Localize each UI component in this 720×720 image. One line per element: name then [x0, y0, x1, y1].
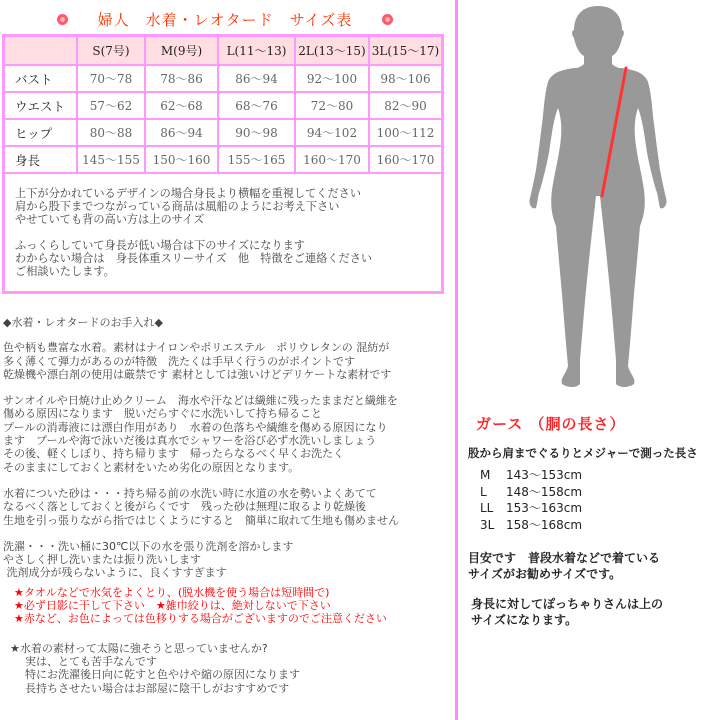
care-instructions: [3, 316, 453, 695]
care-line: 生地を引っ張りながら指ではじくようにすると 簡単に取れて生地も傷めません: [3, 513, 399, 527]
table-cell: 68〜76: [218, 92, 295, 119]
care-line: 色や柄も豊富な水着。素材はナイロンやポリエステル ポリウレタンの 混紡が: [3, 341, 390, 355]
care-line: サンオイルや日焼け止めクリーム 海水や汗などは繊維に残ったままだと繊維を: [3, 394, 398, 408]
row-label: バスト: [5, 65, 77, 92]
table-row-height: [5, 146, 441, 173]
note-line: ご相談いたします。: [15, 265, 115, 278]
girth-row-l: [480, 484, 582, 501]
header-cell-empty: [5, 37, 77, 65]
row-label: ウエスト: [5, 92, 77, 119]
table-cell: 94〜102: [295, 119, 369, 146]
care-line: そのままにしておくと素材をいため劣化の原因となります。: [3, 460, 300, 474]
care-line: その後、軽くしぼり、持ち帰ります 帰ったらなるべく早くお洗たく: [3, 447, 344, 461]
header-cell-2l: 2L(13〜15): [295, 37, 369, 65]
girth-size: LL: [480, 501, 494, 515]
table-cell: 62〜68: [145, 92, 218, 119]
girth-row-3l: [480, 517, 582, 534]
note-line: 身長に対してぽっちゃりさんは上の: [471, 597, 664, 611]
care-line: 乾燥機や漂白剤の使用は厳禁です 素材としては強いけどデリケートな素材です: [3, 367, 392, 381]
girth-row-m: [480, 467, 582, 484]
table-cell: 82〜90: [369, 92, 441, 119]
table-cell: 90〜98: [218, 119, 295, 146]
girth-row-ll: [480, 500, 582, 517]
table-cell: 86〜94: [218, 65, 295, 92]
girth-note-recommend: [468, 550, 660, 582]
table-header-row: [5, 37, 441, 65]
care-line: なるべく落としておくと後がらくです 残った砂は無理に取るより乾燥後: [3, 500, 366, 514]
table-cell: 72〜80: [295, 92, 369, 119]
girth-range: 158〜168cm: [506, 517, 583, 532]
header-cell-m: M(9号): [145, 37, 218, 65]
note-line: わからない場合は 身長体重スリーサイズ 他 特徴をご連絡ください: [15, 252, 373, 265]
table-cell: 80〜88: [77, 119, 145, 146]
page-title: 婦人 水着・レオタード サイズ表: [97, 10, 353, 29]
note-line: サイズがお勧めサイズです。: [468, 567, 622, 581]
girth-range: 143〜153cm: [506, 468, 583, 482]
girth-description: 股から肩までぐるりとメジャーで測った長さ: [468, 446, 698, 460]
warning-line: ★必ず日影に干して下さい ★雑巾絞りは、絶対しないで下さい: [14, 599, 331, 613]
care-line: やさしく押し洗いまたは振り洗いします: [3, 553, 201, 567]
table-row-waist: [5, 92, 441, 119]
table-row-hip: [5, 119, 441, 146]
girth-note-plump: [471, 596, 663, 628]
header-cell-3l: 3L(15〜17): [369, 37, 441, 65]
size-chart-box: [2, 34, 444, 294]
care-line: ます プールや海で泳いだ後は真水でシャワーを浴び必ず水洗いしましょう: [3, 434, 377, 448]
girth-title: ガース （胴の長さ）: [476, 415, 626, 433]
table-cell: 160〜170: [369, 146, 441, 173]
table-cell: 155〜165: [218, 146, 295, 173]
note-line: 肩から股下までつながっている商品は風船のようにお考え下さい: [15, 200, 340, 213]
note-line: 目安です 普段水着などで着ている: [468, 551, 661, 565]
warning-line: ★タオルなどで水気をよくとり、(脱水機を使う場合は短時間で): [14, 585, 330, 599]
sun-line: 長持ちさせたい場合はお部屋に陰干しがおすすめです: [25, 681, 290, 695]
sun-line: 実は、とても苦手なんです: [25, 654, 157, 668]
size-notes: [15, 187, 443, 278]
row-label: 身長: [5, 146, 77, 173]
size-table: [5, 37, 441, 174]
body-silhouette-icon: [518, 0, 678, 400]
girth-size: M: [480, 468, 491, 482]
care-line: 洗剤成分が残らないように、良くすすぎます: [3, 566, 227, 580]
girth-size-list: [480, 467, 582, 533]
table-row-bust: [5, 65, 441, 92]
care-line: 水着についた砂は・・・持ち帰る前の水洗い時に水道の水を勢いよくあてて: [3, 486, 377, 500]
note-line: 上下が分かれているデザインの場合身長より横幅を重視してください: [15, 187, 362, 200]
page-title-row: [0, 6, 450, 32]
girth-range: 153〜163cm: [506, 501, 583, 515]
girth-size: 3L: [480, 517, 495, 532]
girth-size: L: [480, 484, 487, 499]
sun-line: 特にお洗濯後日向に乾すと色やけや縮の原因になります: [25, 668, 300, 682]
girth-range: 148〜158cm: [506, 484, 583, 499]
care-line: プールの消毒液には漂白作用があり 水着の色落ちや繊維を傷める原因になり: [3, 420, 388, 434]
note-line: サイズになります。: [471, 613, 578, 627]
right-panel: [458, 0, 720, 720]
table-cell: 98〜106: [369, 65, 441, 92]
flower-icon: [382, 14, 393, 25]
table-cell: 150〜160: [145, 146, 218, 173]
note-line: やせていても背の高い方は上のサイズ: [15, 213, 205, 226]
table-cell: 160〜170: [295, 146, 369, 173]
table-cell: 70〜78: [77, 65, 145, 92]
table-cell: 145〜155: [77, 146, 145, 173]
sun-heading: ★水着の素材って太陽に強そうと思っていませんか?: [10, 641, 268, 655]
table-cell: 78〜86: [145, 65, 218, 92]
row-label: ヒップ: [5, 119, 77, 146]
table-cell: 57〜62: [77, 92, 145, 119]
care-line: 洗濯・・・洗い桶に30℃以下の水を張り洗剤を溶かします: [3, 539, 294, 553]
care-heading: ◆水着・レオタードのお手入れ◆: [3, 316, 163, 329]
care-line: 多く薄くて弾力があるのが特徴 洗たくは手早く行うのがポイントです: [3, 354, 355, 368]
header-cell-s: S(7号): [77, 37, 145, 65]
table-cell: 100〜112: [369, 119, 441, 146]
care-line: 傷める原因になります 脱いだらすぐに水洗いして持ち帰ること: [3, 407, 322, 421]
warning-line: ★赤など、お色によっては色移りする場合がございますのでご注意ください: [14, 612, 387, 626]
header-cell-l: L(11〜13): [218, 37, 295, 65]
note-line: ふっくらしていて身長が低い場合は下のサイズになります: [15, 239, 305, 252]
table-cell: 92〜100: [295, 65, 369, 92]
table-cell: 86〜94: [145, 119, 218, 146]
flower-icon: [57, 14, 68, 25]
